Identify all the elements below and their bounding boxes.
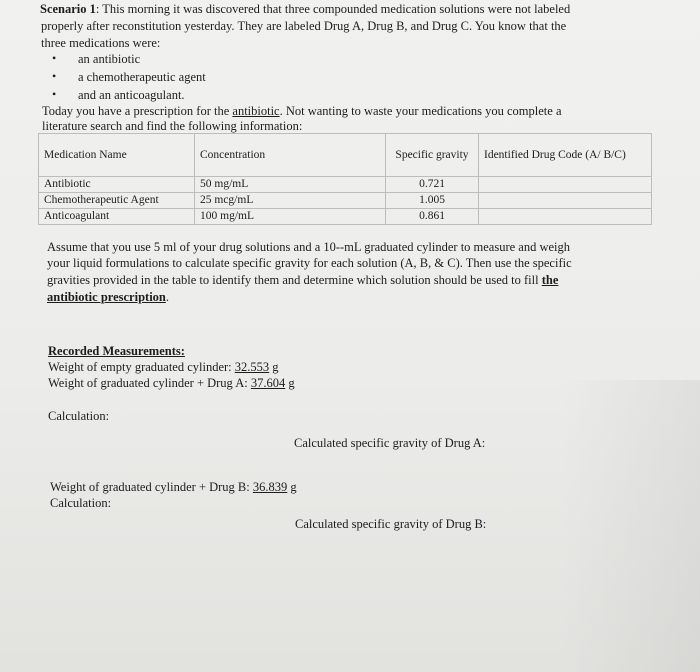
specific-gravity-a-label: Calculated specific gravity of Drug A: (294, 436, 486, 450)
the-emphasis: the (541, 273, 559, 287)
cell-medication: Antibiotic (39, 177, 195, 193)
bullet-anticoagulant: and an anticoagulant. (78, 88, 185, 102)
drug-b-value: 36.839 (252, 480, 288, 494)
empty-cylinder-value: 32.553 (234, 360, 270, 374)
cell-specific-gravity: 0.861 (386, 209, 479, 225)
antibiotic-link: antibiotic (232, 104, 280, 118)
cell-specific-gravity: 1.005 (386, 193, 479, 209)
assume-line-1: Assume that you use 5 ml of your drug solutions and a 10--mL graduated cylinder to measure and weigh (47, 240, 571, 254)
drug-a-label: Weight of graduated cylinder + Drug A: (48, 376, 251, 390)
header-drug-code: Identified Drug Code (A/ B/C) (479, 134, 652, 177)
cell-drug-code[interactable] (479, 209, 652, 225)
unit-g: g (287, 480, 297, 494)
calculation-label-b: Calculation: (50, 496, 112, 510)
cell-medication: Anticoagulant (39, 209, 195, 225)
header-specific-gravity: Specific gravity (386, 134, 479, 177)
assume-line-3-text: gravities provided in the table to identify them and determine which solution should be used to fill (47, 273, 542, 287)
assume-line-2: your liquid formulations to calculate specific gravity for each solution (A, B, & C). Then use the specific (47, 256, 572, 270)
calculation-label-a: Calculation: (48, 409, 110, 423)
intro-line-2: properly after reconstitution yesterday. They are labeled Drug A, Drug B, and Drug C. You know that the (41, 19, 567, 33)
cell-medication: Chemotherapeutic Agent (39, 193, 195, 209)
assume-line-3 (47, 273, 558, 287)
assume-line-4 (47, 290, 169, 304)
table-row (39, 177, 652, 193)
photo-shadow (560, 380, 700, 672)
assume-line-4-period: . (165, 290, 169, 304)
intro-line-3: three medications were: (41, 36, 161, 50)
specific-gravity-b-label: Calculated specific gravity of Drug B: (295, 517, 487, 531)
cell-concentration: 50 mg/mL (195, 177, 386, 193)
table-header-row (39, 134, 652, 177)
cell-drug-code[interactable] (479, 177, 652, 193)
empty-cylinder-weight (48, 360, 279, 374)
bullet-marker: • (52, 87, 57, 101)
table-row (39, 209, 652, 225)
medication-table (38, 133, 652, 225)
bullet-marker: • (52, 69, 57, 83)
empty-cylinder-label: Weight of empty graduated cylinder: (48, 360, 235, 374)
recorded-measurements-heading: Recorded Measurements: (48, 344, 185, 358)
drug-a-value: 37.604 (250, 376, 286, 390)
cell-concentration: 100 mg/mL (195, 209, 386, 225)
bullet-chemotherapeutic: a chemotherapeutic agent (78, 70, 206, 84)
drug-a-weight (48, 376, 295, 390)
bullet-marker: • (52, 51, 57, 65)
drug-b-weight (50, 480, 297, 494)
antibiotic-prescription-emphasis: antibiotic prescription (47, 290, 166, 304)
unit-g: g (269, 360, 279, 374)
intro-line-1-text: : This morning it was discovered that three compounded medication solutions were not labeled (95, 2, 571, 16)
header-concentration: Concentration (195, 134, 386, 177)
unit-g: g (285, 376, 295, 390)
header-medication-name: Medication Name (39, 134, 195, 177)
table-row (39, 193, 652, 209)
today-text-a: Today you have a prescription for the (42, 104, 233, 118)
today-line-1 (42, 104, 562, 118)
scenario-label: Scenario 1 (40, 2, 96, 16)
drug-b-label: Weight of graduated cylinder + Drug B: (50, 480, 253, 494)
cell-specific-gravity: 0.721 (386, 177, 479, 193)
cell-concentration: 25 mcg/mL (195, 193, 386, 209)
today-line-2: literature search and find the following information: (42, 119, 303, 133)
bullet-antibiotic: an antibiotic (78, 52, 141, 66)
today-text-b: . Not wanting to waste your medications you complete a (279, 104, 562, 118)
cell-drug-code[interactable] (479, 193, 652, 209)
intro-line-1 (40, 2, 570, 16)
